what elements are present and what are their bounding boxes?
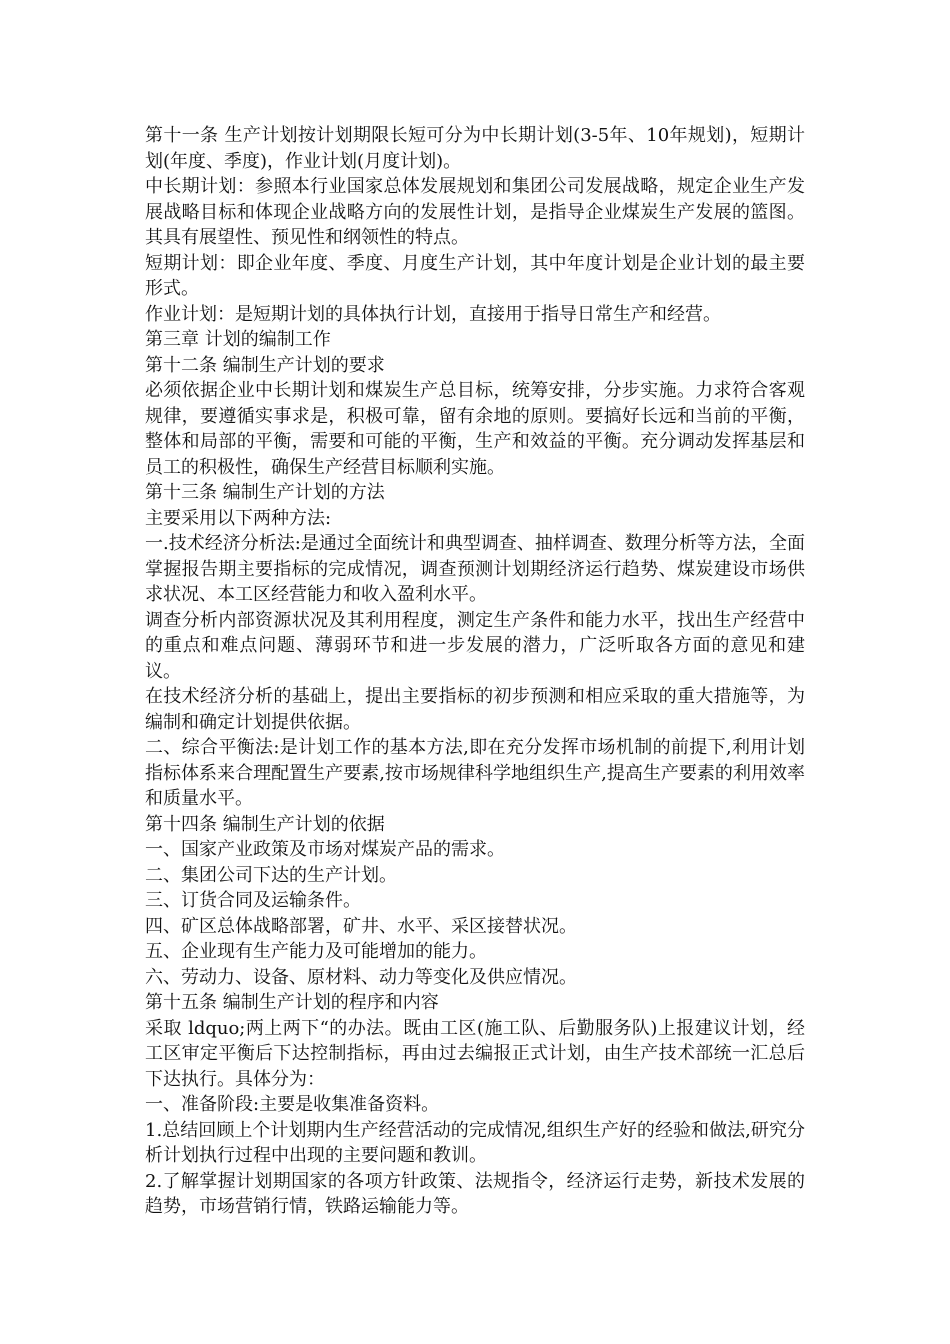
list-item-basis-3: 三、订货合同及运输条件。 [145, 890, 361, 911]
list-item-basis-4: 四、矿区总体战略部署，矿井、水平、采区接替状况。 [145, 915, 577, 937]
list-item-stage-1-step-1: 1.总结回顾上个计划期内生产经营活动的完成情况,组织生产好的经验和做法,研究分析计划执行过程中出现的主要问题和教训。 [145, 1119, 805, 1166]
paragraph-short-term-plan: 短期计划：即企业年度、季度、月度生产计划，其中年度计划是企业计划的最主要形式。 [145, 252, 805, 299]
chapter-heading-3: 第三章 计划的编制工作 [145, 329, 331, 350]
paragraph-method-1-survey: 调查分析内部资源状况及其利用程度，测定生产条件和能力水平，找出生产经营中的重点和难点问题、薄弱环节和进一步发展的潜力，广泛听取各方面的意见和建议。 [145, 609, 805, 682]
paragraph-method-1-basis: 在技术经济分析的基础上，提出主要指标的初步预测和相应采取的重大措施等，为编制和确定计划提供依据。 [145, 686, 805, 733]
paragraph-method-2: 二、综合平衡法:是计划工作的基本方法,即在充分发挥市场机制的前提下,利用计划指标体系来合理配置生产要素,按市场规律科学地组织生产,提高生产要素的利用效率和质量水平。 [145, 737, 805, 809]
list-item-stage-1: 一、准备阶段:主要是收集准备资料。 [145, 1094, 440, 1115]
article-heading-14: 第十四条 编制生产计划的依据 [145, 813, 385, 835]
list-item-basis-2: 二、集团公司下达的生产计划。 [145, 864, 397, 886]
document-body [145, 123, 805, 1220]
article-heading-15: 第十五条 编制生产计划的程序和内容 [145, 992, 439, 1013]
paragraph-method-1: 一.技术经济分析法:是通过全面统计和典型调查、抽样调查、数理分析等方法，全面掌握报告期主要指标的完成情况，调查预测计划期经济运行趋势、煤炭建设市场供求状况、本工区经营能力和收入盈利水平。 [145, 533, 805, 605]
list-item-basis-1: 一、国家产业政策及市场对煤炭产品的需求。 [145, 839, 505, 860]
list-item-stage-1-step-2: 2.了解掌握计划期国家的各项方针政策、法规指令，经济运行走势，新技术发展的趋势，市场营销行情，铁路运输能力等。 [145, 1170, 805, 1217]
paragraph-long-term-plan: 中长期计划：参照本行业国家总体发展规划和集团公司发展战略，规定企业生产发展战略目标和体现企业战略方向的发展性计划，是指导企业煤炭生产发展的篮图。其具有展望性、预见性和纲领性的特点。 [145, 176, 805, 248]
list-item-basis-6: 六、劳动力、设备、原材料、动力等变化及供应情况。 [145, 966, 577, 988]
paragraph-procedure: 采取 ldquo;两上两下“的办法。既由工区(施工队、后勤服务队)上报建议计划，经工区审定平衡后下达控制指标，再由过去编报正式计划，由生产技术部统一汇总后下达执行。具体分为： [145, 1017, 805, 1090]
paragraph-operation-plan: 作业计划：是短期计划的具体执行计划，直接用于指导日常生产和经营。 [145, 303, 721, 325]
article-heading-12: 第十二条 编制生产计划的要求 [145, 354, 385, 376]
list-item-basis-5: 五、企业现有生产能力及可能增加的能力。 [145, 941, 487, 962]
article-heading-13: 第十三条 编制生产计划的方法 [145, 482, 385, 503]
paragraph-methods-intro: 主要采用以下两种方法: [145, 507, 332, 529]
paragraph-article-11: 第十一条 生产计划按计划期限长短可分为中长期计划(3-5年、10年规划)，短期计划(年度、季度)，作业计划(月度计划)。 [145, 125, 805, 172]
paragraph-requirements: 必须依据企业中长期计划和煤炭生产总目标，统筹安排，分步实施。力求符合客观规律，要遵循实事求是，积极可靠，留有余地的原则。要搞好长远和当前的平衡，整体和局部的平衡，需要和可能的平衡，生产和效益的平衡。充分调动发挥基层和员工的积极性，确保生产经营目标顺利实施。 [145, 380, 805, 478]
